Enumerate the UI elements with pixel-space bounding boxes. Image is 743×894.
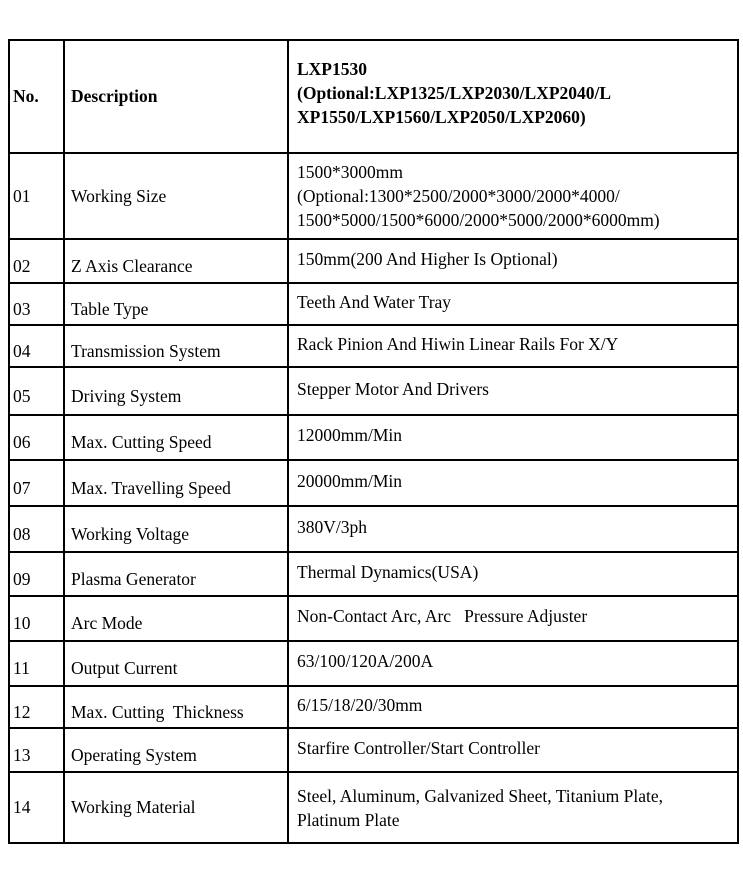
table-row (9, 153, 738, 239)
row-number: 02 (9, 239, 64, 283)
table-row (9, 596, 738, 641)
row-number: 01 (9, 153, 64, 239)
table-row (9, 728, 738, 772)
row-description: Output Current (64, 641, 288, 686)
header-value-line: LXP1530 (297, 59, 367, 79)
row-value-line: (Optional:1300*2500/2000*3000/2000*4000/ (297, 186, 620, 206)
row-value: Rack Pinion And Hiwin Linear Rails For X/Y (288, 325, 738, 367)
row-value: 150mm(200 And Higher Is Optional) (288, 239, 738, 283)
header-description: Description (64, 40, 288, 153)
row-value-line: Steel, Aluminum, Galvanized Sheet, Titanium Plate, (297, 785, 664, 806)
row-value: Teeth And Water Tray (288, 283, 738, 325)
table-row (9, 552, 738, 596)
row-number: 04 (9, 325, 64, 367)
table-row (9, 283, 738, 325)
row-number: 11 (9, 641, 64, 686)
row-value: Stepper Motor And Drivers (288, 367, 738, 415)
row-number: 13 (9, 728, 64, 772)
row-description: Max. Cutting Speed (64, 415, 288, 460)
table-row (9, 772, 738, 843)
table-row (9, 325, 738, 367)
row-number: 12 (9, 686, 64, 728)
header-no: No. (9, 40, 64, 153)
row-value (288, 772, 738, 843)
row-number: 03 (9, 283, 64, 325)
row-description: Z Axis Clearance (64, 239, 288, 283)
header-value (288, 40, 738, 153)
row-value-line: 1500*3000mm (297, 162, 403, 182)
table-row (9, 506, 738, 552)
row-description: Max. Cutting Thickness (64, 686, 288, 728)
header-value-line: (Optional:LXP1325/LXP2030/LXP2040/L (297, 83, 612, 103)
row-description: Working Material (64, 772, 288, 843)
row-description: Table Type (64, 283, 288, 325)
row-value-line: Platinum Plate (297, 809, 400, 830)
row-value-line: 1500*5000/1500*6000/2000*5000/2000*6000mm) (297, 210, 660, 230)
row-number: 09 (9, 552, 64, 596)
row-value: 6/15/18/20/30mm (288, 686, 738, 728)
row-description: Max. Travelling Speed (64, 460, 288, 506)
table-row (9, 415, 738, 460)
row-value: 20000mm/Min (288, 460, 738, 506)
row-description: Working Size (64, 153, 288, 239)
row-value: 63/100/120A/200A (288, 641, 738, 686)
row-value: Non-Contact Arc, Arc Pressure Adjuster (288, 596, 738, 641)
row-description: Working Voltage (64, 506, 288, 552)
row-number: 05 (9, 367, 64, 415)
spec-table (8, 39, 739, 844)
row-description: Plasma Generator (64, 552, 288, 596)
row-description: Operating System (64, 728, 288, 772)
table-row (9, 460, 738, 506)
row-description: Driving System (64, 367, 288, 415)
header-value-line: XP1550/LXP1560/LXP2050/LXP2060) (297, 107, 586, 127)
row-description: Arc Mode (64, 596, 288, 641)
row-number: 08 (9, 506, 64, 552)
row-value (288, 153, 738, 239)
table-row (9, 239, 738, 283)
table-row (9, 367, 738, 415)
row-number: 07 (9, 460, 64, 506)
row-value: 380V/3ph (288, 506, 738, 552)
row-value: Starfire Controller/Start Controller (288, 728, 738, 772)
row-number: 06 (9, 415, 64, 460)
table-row (9, 641, 738, 686)
row-value: Thermal Dynamics(USA) (288, 552, 738, 596)
header-row (9, 40, 738, 153)
row-description: Transmission System (64, 325, 288, 367)
row-value: 12000mm/Min (288, 415, 738, 460)
row-number: 10 (9, 596, 64, 641)
row-number: 14 (9, 772, 64, 843)
table-row (9, 686, 738, 728)
